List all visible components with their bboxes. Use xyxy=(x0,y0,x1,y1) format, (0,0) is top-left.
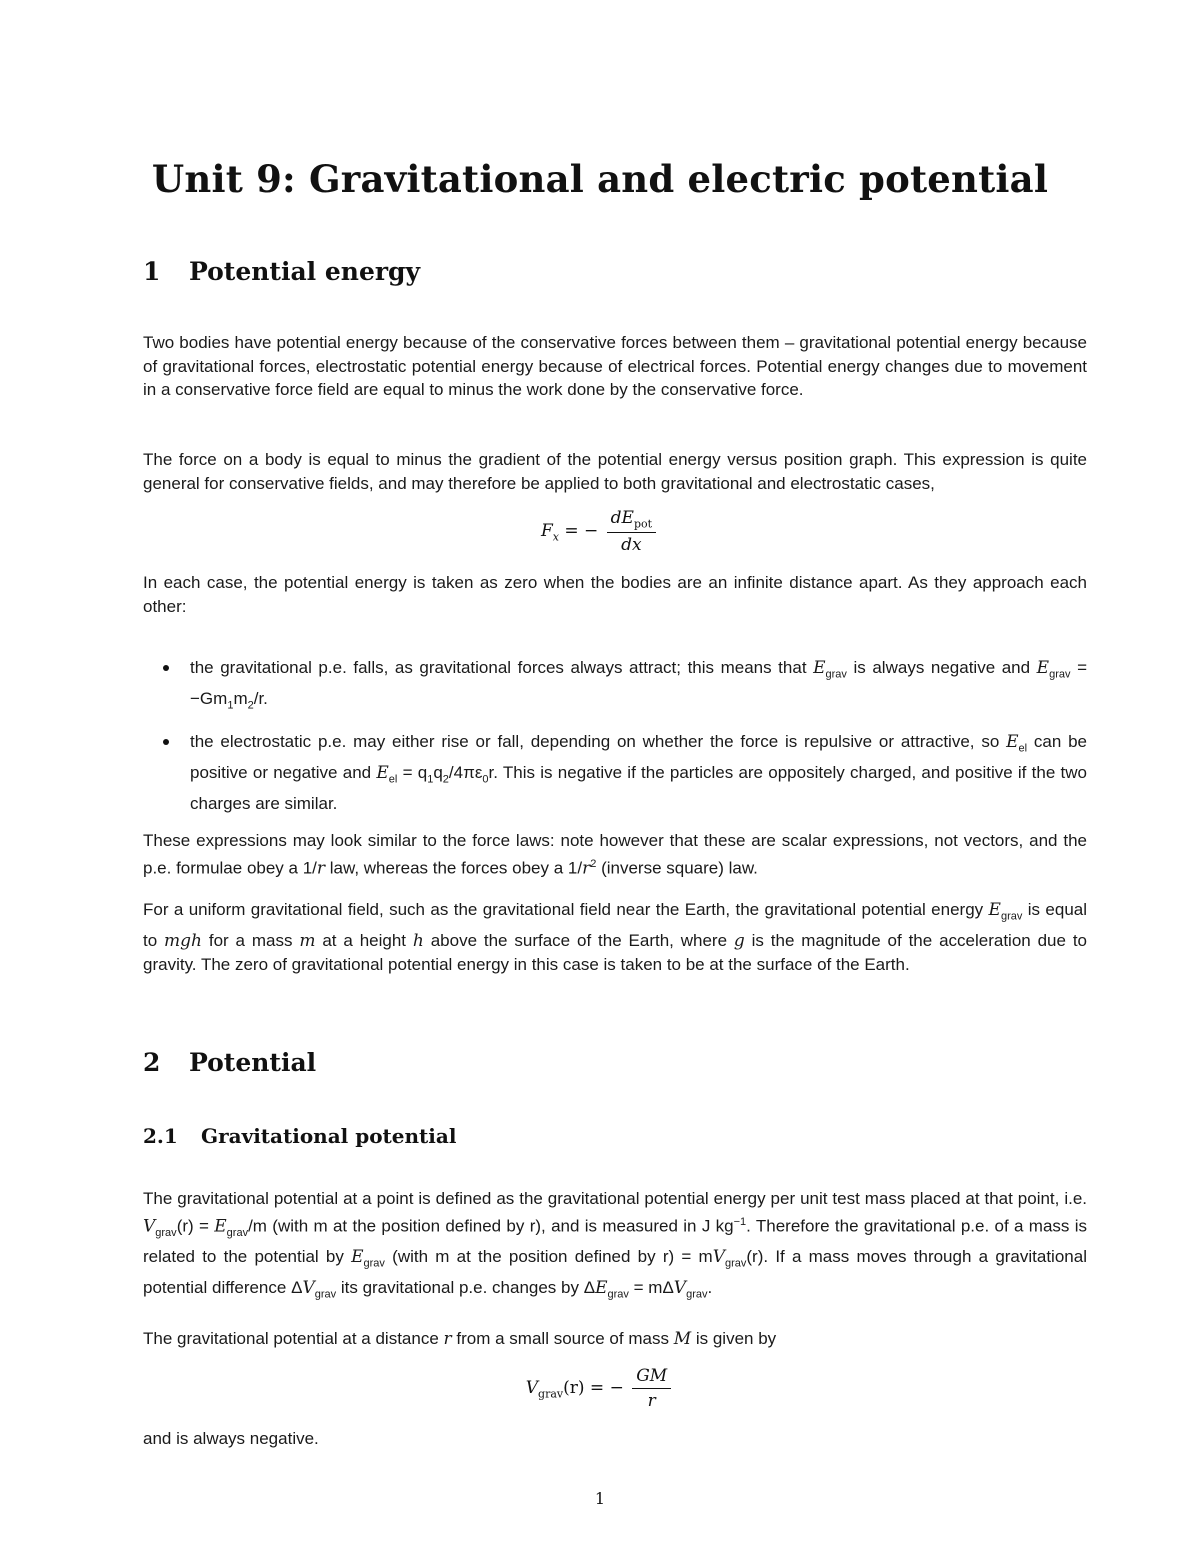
section-title: Potential energy xyxy=(189,257,421,286)
fraction: $\frac{dE_{pot}}{dx}$ xyxy=(607,508,656,555)
bullet-dot xyxy=(163,739,169,745)
section-number: 1 xyxy=(143,257,161,286)
paragraph: For a uniform gravitational field, such as the gravitational field near the Earth, the gravitational potential energy $E_{grav}$ is equal to mgh for a mass m at a height h above the surface of the Earth, where g is the magnitude of the acceleration due to gravity. The zero of gravitational potential energy in this case is taken to be at the surface of the Earth. xyxy=(143,900,1088,975)
equation-force-gradient: $F_x$ = − $\frac{dE_{pot}}{dx}$ xyxy=(0,508,1200,555)
document-title: Unit 9: Gravitational and electric potential xyxy=(151,157,1049,201)
fraction: $\frac{GM}{r}$ xyxy=(632,1366,671,1411)
subsection-number: 2.1 xyxy=(143,1124,178,1148)
section-heading-potential-energy xyxy=(143,257,420,286)
paragraph: The force on a body is equal to minus the gradient of the potential energy versus position graph. This expression is quite general for conservative fields, and may therefore be applied to both gravitational and electrostatic cases, xyxy=(143,450,1087,493)
list-item: the gravitational p.e. falls, as gravitational forces always attract; this means that $E_{grav}$ is always negative and $E_{grav} = -Gm_1m_2/r$. xyxy=(143,656,1087,718)
paragraph: These expressions may look similar to the force laws: note however that these are scalar expressions, not vectors, and the p.e. formulae obey a 1/r law, whereas the forces obey a $1/r^2$ (inverse square) law. xyxy=(143,831,1087,879)
bullet-list xyxy=(143,656,1087,827)
paragraph: In each case, the potential energy is taken as zero when the bodies are an infinite distance apart. As they approach each other: xyxy=(143,573,1087,616)
paragraph: The gravitational potential at a point is defined as the gravitational potential energy per unit test mass placed at that point, i.e. $V_{grav}(r) = E_{grav}/m$ (with m at the position defined by r), and is measured in J $kg^{-1}$. Therefore the gravitational p.e. of a mass is related to the potential by $E_{grav}$ (with m at the position defined by $r) = mV_{grav}(r)$. If a mass moves through a gravitational potential difference $\Delta V_{grav}$ its gravitational p.e. changes by $\Delta E_{grav} = m\Delta V_{grav}$. xyxy=(143,1189,1087,1301)
subsection-heading-gravitational-potential xyxy=(143,1124,456,1148)
page-number: 1 xyxy=(594,1489,606,1508)
paragraph: The gravitational potential at a distance r from a small source of mass M is given by xyxy=(143,1329,777,1349)
section-number: 2 xyxy=(143,1048,161,1077)
subsection-title: Gravitational potential xyxy=(201,1124,457,1148)
section-title: Potential xyxy=(189,1048,317,1077)
bullet-dot xyxy=(163,665,169,671)
list-item: the electrostatic p.e. may either rise or fall, depending on whether the force is repulsive or attractive, so $E_{el}$ can be positive or negative and $E_{el} = q_1q_2/4\pi\varepsilon_0r$. This is negative if the particles are oppositely charged, and positive if the two charges are similar. xyxy=(143,730,1087,815)
paragraph: Two bodies have potential energy because of the conservative forces between them – gravitational potential energy because of gravitational forces, electrostatic potential energy because of electrical forces. Potential energy changes due to movement in a conservative force field are equal to minus the work done by the conservative force. xyxy=(143,333,1087,399)
paragraph: and is always negative. xyxy=(143,1429,319,1448)
section-heading-potential xyxy=(143,1048,316,1077)
equation-gravitational-potential: $V_{grav}(r)$ = − $\frac{GM}{r}$ xyxy=(0,1366,1200,1411)
